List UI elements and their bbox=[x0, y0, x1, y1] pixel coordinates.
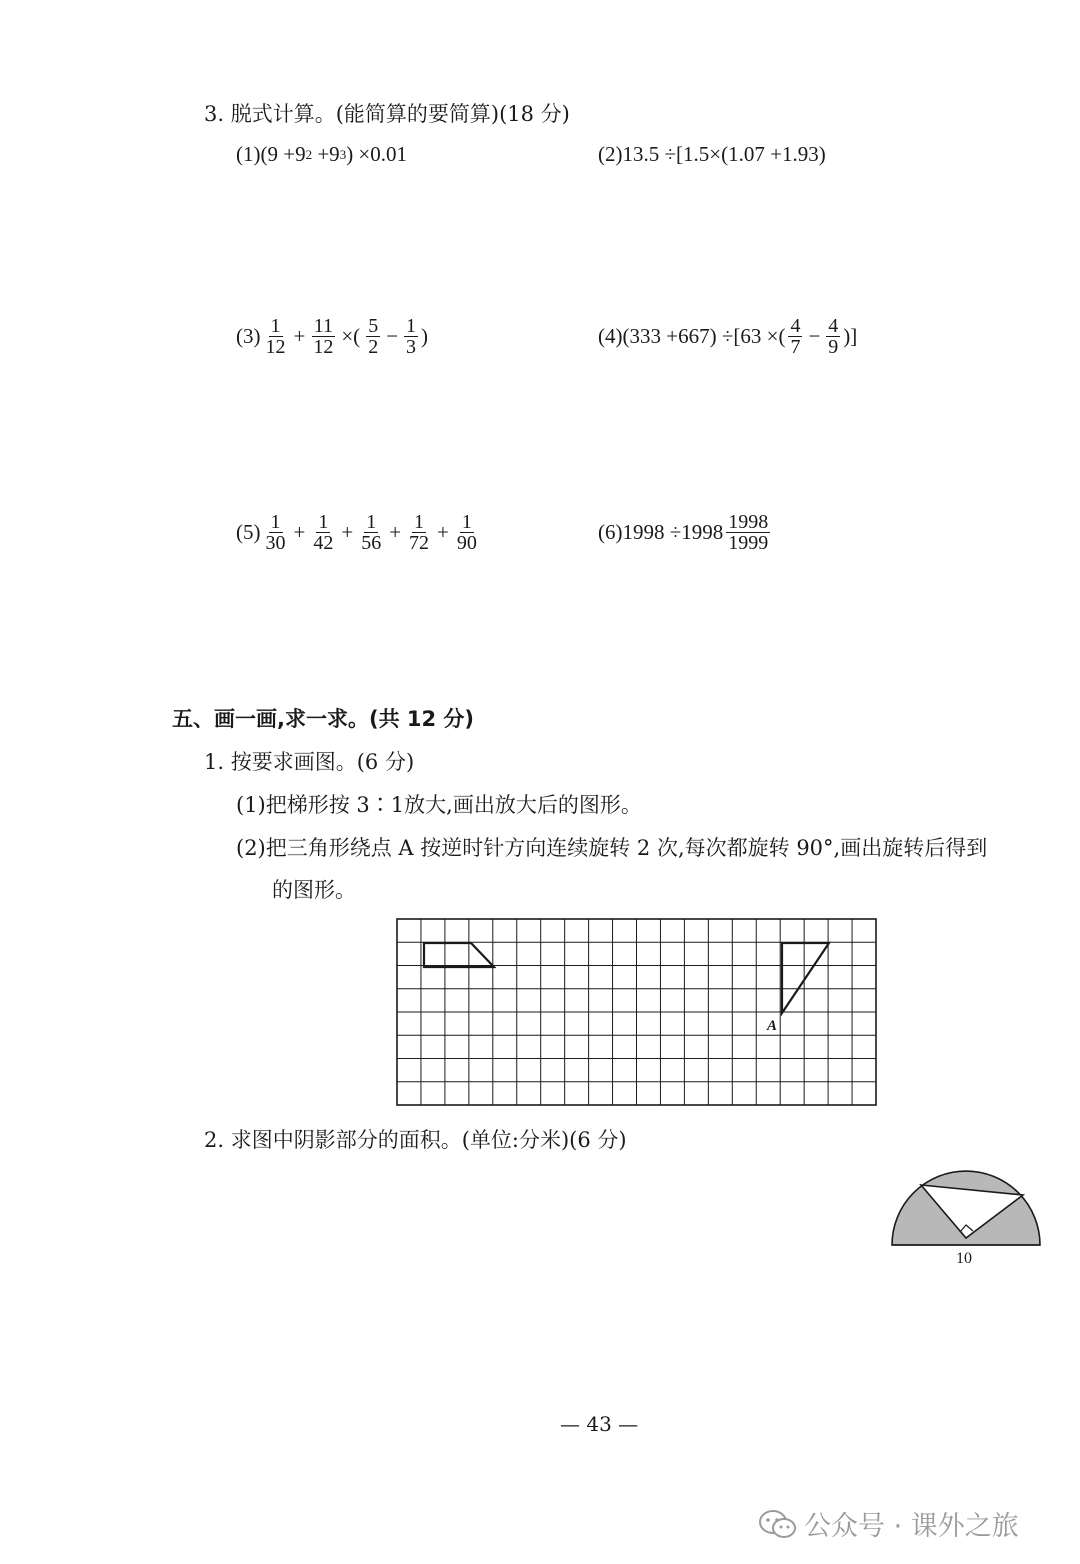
operator: ×( bbox=[341, 324, 361, 348]
section-five-heading: 五、画一画,求一求。(共 12 分) bbox=[172, 707, 475, 731]
question-1-sub-1: (1)把梯形按 3∶1放大,画出放大后的图形。 bbox=[236, 793, 642, 817]
expr-part: +9 bbox=[312, 142, 340, 166]
fraction: $\frac{4}{9}$ bbox=[828, 315, 839, 358]
fraction: $\frac{1}{30}$ bbox=[265, 511, 286, 554]
problem-label: (4) bbox=[598, 324, 623, 348]
expr-part: 1998 ÷1998 bbox=[622, 520, 724, 544]
operator: + bbox=[293, 520, 306, 544]
expr-part: 13.5 ÷[1.5×(1.07 +1.93) bbox=[622, 142, 826, 166]
fraction: $\frac{1}{90}$ bbox=[456, 511, 477, 554]
drawing-grid bbox=[396, 918, 880, 1108]
fraction: $\frac{1}{3}$ bbox=[406, 315, 417, 358]
operator: + bbox=[293, 324, 306, 348]
fraction: $\frac{1}{72}$ bbox=[409, 511, 430, 554]
problem-5 bbox=[236, 512, 482, 553]
fraction: $\frac{4}{7}$ bbox=[790, 315, 801, 358]
fraction: $\frac{1}{56}$ bbox=[361, 511, 382, 554]
fraction: $\frac{1}{42}$ bbox=[313, 511, 334, 554]
point-a-label: A bbox=[767, 1018, 778, 1034]
triangle-shape bbox=[782, 943, 829, 1013]
expr-part: ) ×0.01 bbox=[346, 142, 408, 166]
question-1-sub-2: (2)把三角形绕点 A 按逆时针方向连续旋转 2 次,每次都旋转 90°,画出旋转后得到 bbox=[236, 836, 988, 860]
wechat-icon bbox=[758, 1508, 798, 1540]
problem-2 bbox=[598, 142, 826, 167]
operator: + bbox=[437, 520, 449, 544]
watermark-text: 公众号 · 课外之旅 bbox=[804, 1511, 1019, 1542]
problem-label: (2) bbox=[598, 142, 623, 166]
diameter-label: 10 bbox=[956, 1250, 972, 1267]
problem-4 bbox=[598, 316, 857, 357]
fraction: $\frac{1}{12}$ bbox=[265, 315, 286, 358]
fraction: $\frac{11}{12}$ bbox=[313, 315, 334, 358]
trapezoid-shape bbox=[424, 943, 494, 967]
operator: − bbox=[808, 324, 821, 348]
problem-6 bbox=[598, 512, 773, 553]
problem-1: (1) (9 +9 2 +9 3 ) ×0.01 bbox=[236, 142, 408, 166]
operator: + bbox=[341, 520, 354, 544]
operator: − bbox=[386, 324, 399, 348]
operator: )] bbox=[843, 324, 858, 348]
problem-label: (6) bbox=[598, 520, 623, 544]
expr-part: (333 +667) ÷[63 ×( bbox=[622, 324, 786, 348]
semicircle-figure bbox=[884, 1160, 1050, 1272]
expr-part: (9 +9 bbox=[260, 142, 306, 166]
question-1-title: 1. 按要求画图。(6 分) bbox=[204, 750, 415, 774]
problem-label: (5) bbox=[236, 520, 261, 544]
problem-label: (3) bbox=[236, 324, 261, 348]
fraction: $\frac{5}{2}$ bbox=[368, 315, 379, 358]
question-2-title: 2. 求图中阴影部分的面积。(单位:分米)(6 分) bbox=[204, 1128, 627, 1152]
problem-label: (1) bbox=[236, 142, 261, 166]
watermark bbox=[758, 1504, 1019, 1543]
question-3-title: 3. 脱式计算。(能简算的要简算)(18 分) bbox=[204, 102, 570, 126]
operator: ) bbox=[421, 324, 429, 348]
page-number: — 43 — bbox=[560, 1412, 639, 1436]
fraction: $\frac{1998}{1999}$ bbox=[728, 511, 769, 554]
question-1-sub-2-cont: 的图形。 bbox=[272, 878, 356, 902]
problem-3 bbox=[236, 316, 428, 357]
operator: + bbox=[389, 520, 402, 544]
